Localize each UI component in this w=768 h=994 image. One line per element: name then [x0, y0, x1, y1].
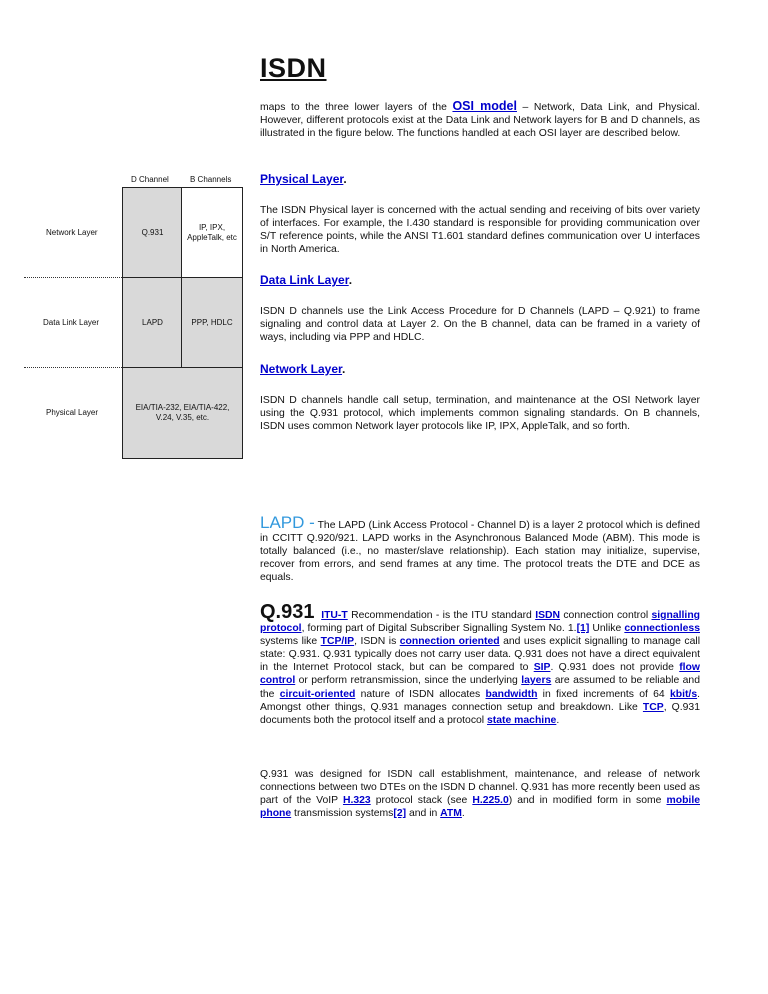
isdn-link[interactable]: ISDN	[535, 610, 561, 621]
network-layer-heading: Network Layer.	[260, 362, 346, 376]
network-layer-body: ISDN D channels handle call setup, termination, and maintenance at the OSI Network layer using the Q.931 protocol, which implements common signaling standards. On B channels, ISDN uses common Network layer protocols like IP, IPX, AppleTalk, and so forth.	[260, 395, 700, 433]
divider-dotted	[24, 367, 122, 368]
mobile-phone-link[interactable]: mobile phone	[260, 795, 700, 820]
cell-ip-line1: IP, IPX,	[198, 223, 226, 232]
lapd-paragraph	[260, 513, 700, 584]
intro-paragraph	[260, 100, 700, 140]
cell-phys-line1: EIA/TIA-232, EIA/TIA-422,	[135, 403, 230, 412]
ref-1-link[interactable]: [1]	[576, 623, 590, 635]
network-layer-link[interactable]: Network Layer	[260, 362, 343, 376]
row-network-layer: Network Layer	[46, 228, 98, 237]
cell-ppp-hdlc: PPP, HDLC	[181, 277, 243, 369]
physical-layer-body: The ISDN Physical layer is concerned with the actual sending and receiving of bits over variety of interfaces. For example, the I.430 standard is responsible for providing communication over S/T reference points, while the ANSI T1.601 standard defines communication over U interfaces in North America.	[260, 205, 700, 256]
cell-lapd: LAPD	[122, 277, 183, 369]
kbits-link[interactable]: kbit/s	[669, 688, 698, 700]
osi-model-link[interactable]: OSI model	[452, 99, 517, 113]
atm-link[interactable]: ATM	[440, 808, 462, 820]
tcpip-link[interactable]: TCP/IP	[320, 636, 355, 648]
connectionless-link[interactable]: connectionless	[624, 623, 700, 635]
q931-history-paragraph: Q.931 was designed for ISDN call establishment, maintenance, and release of network connections between two DTEs on the ISDN D channel. Q.931 has more recently been used as part of the VoIP H.323 protocol stack (see H.225.0) and in modified form in some mobile phone transmission systems[2] and in ATM.	[260, 769, 700, 820]
signalling-link[interactable]: signalling	[651, 610, 701, 621]
cell-ip-line2: AppleTalk, etc	[187, 233, 237, 242]
page-title: ISDN	[260, 53, 327, 83]
connection-oriented-link[interactable]: connection oriented	[399, 636, 500, 648]
lapd-label: LAPD -	[260, 513, 315, 532]
bandwidth-link[interactable]: bandwidth	[485, 688, 538, 700]
lapd-body: The LAPD (Link Access Protocol - Channel D) is a layer 2 protocol which is defined in CCITT Q.920/921. LAPD works in the Asynchronous Balanced Mode (ABM). This mode is totally balanced (i.e., no master/slave relationship). Each station may initialize, supervise, recover from errors, and send frames at any time. The protocol treats the DTE and DCE as equals.	[260, 520, 700, 584]
data-link-layer-heading: Data Link Layer.	[260, 273, 353, 287]
row-data-link-layer: Data Link Layer	[43, 318, 100, 327]
cell-q931: Q.931	[122, 187, 183, 279]
q931-label: Q.931	[260, 601, 315, 623]
col-b-channels: B Channels	[190, 175, 232, 184]
physical-layer-link[interactable]: Physical Layer	[260, 172, 344, 186]
protocol-link[interactable]: protocol	[260, 623, 302, 635]
sip-link[interactable]: SIP	[533, 662, 551, 674]
divider-dotted	[24, 277, 122, 278]
state-machine-link[interactable]: state machine	[487, 714, 557, 726]
physical-layer-heading: Physical Layer.	[260, 172, 347, 186]
cell-physical	[122, 367, 243, 459]
ref-2-link[interactable]: [2]	[393, 808, 407, 820]
flow-control-link[interactable]: flow control	[260, 662, 700, 687]
q931-paragraph: Q.931 ITU-T Recommendation - is the ITU standard ISDN connection control signalling protocol, forming part of Digital Subscriber Signalling System No. 1.[1] Unlike connectionless systems like TCP/IP, ISDN is connection oriented and uses explicit signalling to manage call state: Q.931. Q.931 typically does not carry user data. Q.931 does not have a direct equivalent in the Internet Protocol stack, but can be compared to SIP. Q.931 does not provide flow control or perform retransmission, since the underlying layers are assumed to be reliable and the circuit-oriented nature of ISDN allocates bandwidth in fixed increments of 64 kbit/s. Amongst other things, Q.931 manages connection setup and breakdown. Like TCP, Q.931 documents both the protocol itself and a protocol state machine.	[260, 601, 701, 726]
h2250-link[interactable]: H.225.0	[472, 795, 509, 807]
row-physical-layer: Physical Layer	[46, 408, 99, 417]
intro-text: maps to the three lower layers of the	[260, 102, 453, 113]
intro-text-rest: – Network, Data Link, and Physical. However, different protocols exist at the Data Link and Network layers for B and D channels, as illustrated in the figure below. The functions handled at each OSI layer are described below.	[260, 102, 700, 140]
cell-ip-ipx	[181, 187, 243, 279]
cell-phys-line2: V.24, V.35, etc.	[155, 413, 210, 422]
tcp-link[interactable]: TCP	[642, 701, 664, 713]
layers-link[interactable]: layers	[521, 675, 552, 687]
h323-link[interactable]: H.323	[342, 795, 371, 807]
itu-t-link[interactable]: ITU-T	[321, 610, 348, 621]
data-link-layer-body: ISDN D channels use the Link Access Procedure for D Channels (LAPD – Q.921) to frame signaling and control data at Layer 2. On the B channel, data can be framed in a variety of ways, including via PPP and HDLC.	[260, 306, 700, 344]
circuit-oriented-link[interactable]: circuit-oriented	[279, 688, 356, 700]
col-d-channel: D Channel	[131, 175, 169, 184]
data-link-layer-link[interactable]: Data Link Layer	[260, 273, 349, 287]
